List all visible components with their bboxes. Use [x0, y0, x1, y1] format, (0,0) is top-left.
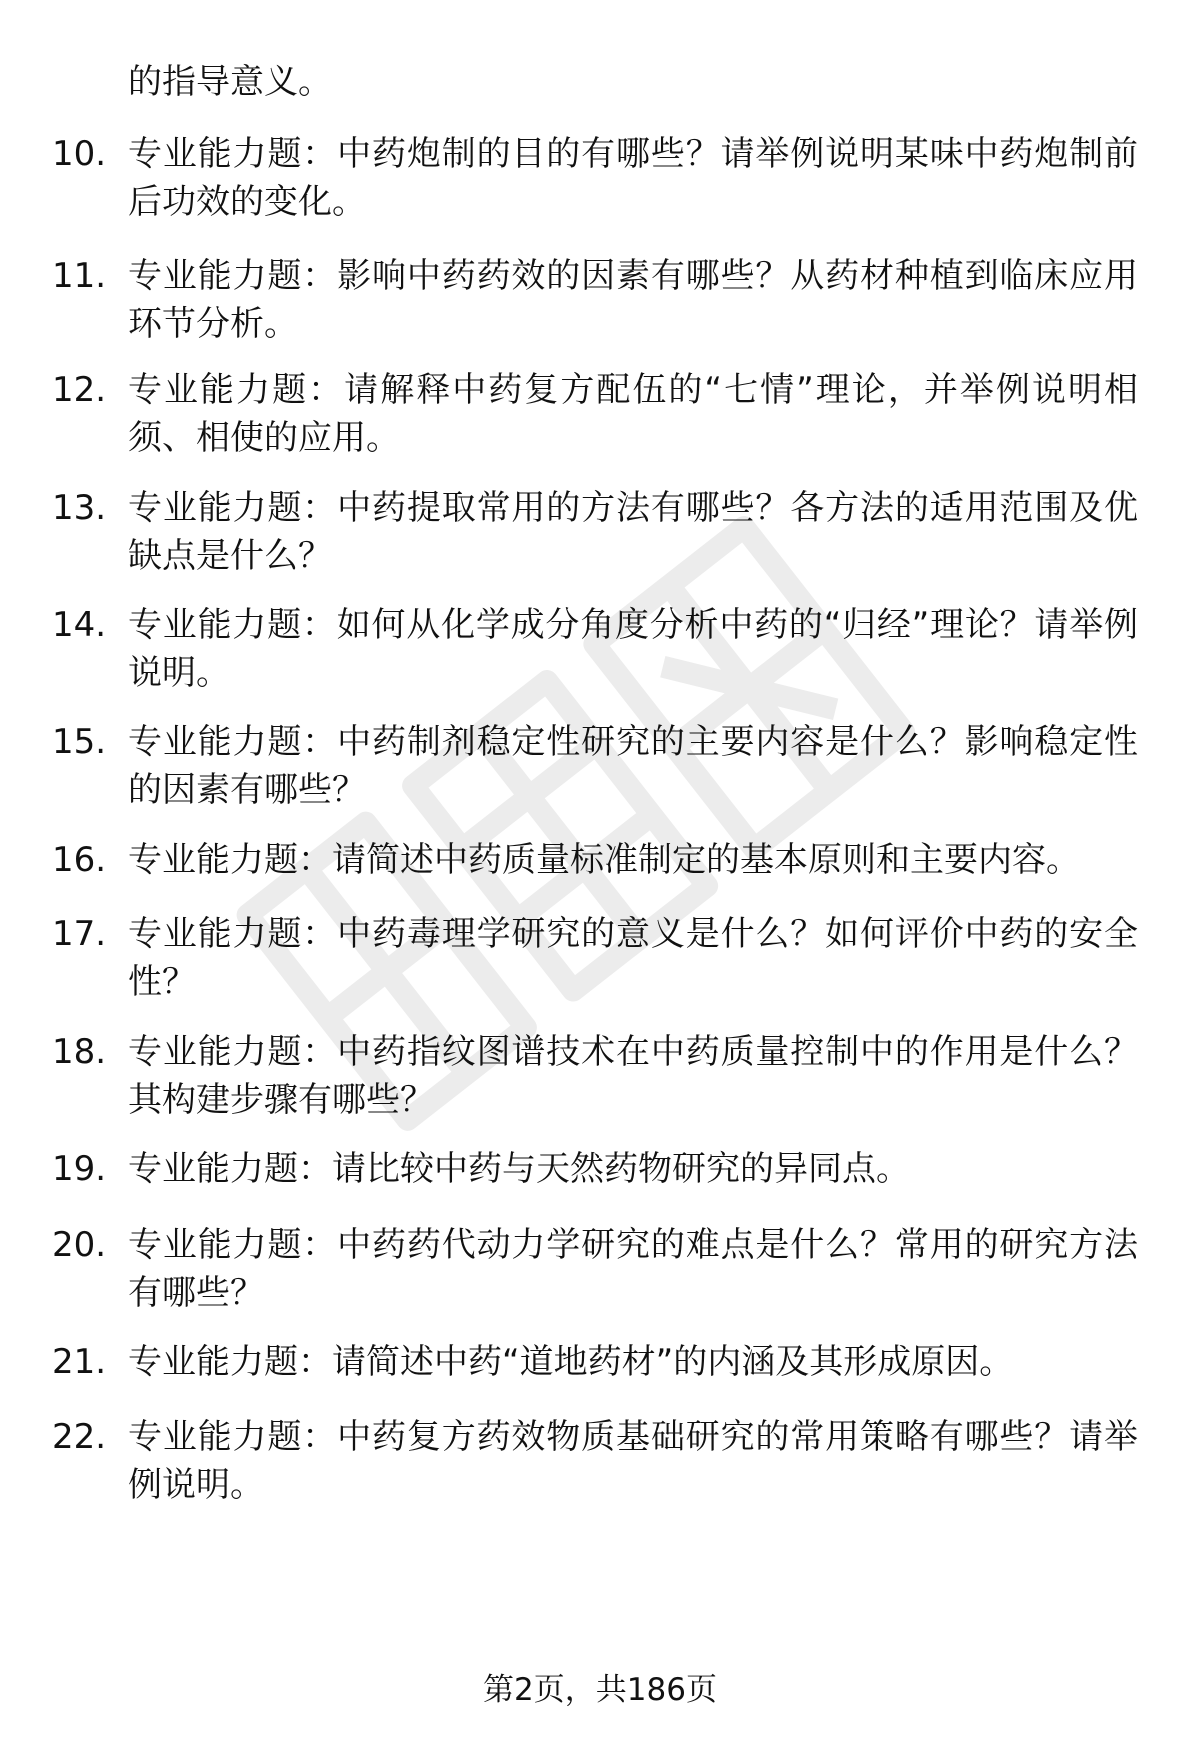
item-number: 11. — [52, 256, 107, 296]
item-number: 10. — [52, 134, 107, 174]
item-text: 专业能力题：中药提取常用的方法有哪些？各方法的适用范围及优缺点是什么？ — [128, 488, 1138, 576]
item-text: 专业能力题：中药复方药效物质基础研究的常用策略有哪些？请举例说明。 — [128, 1417, 1138, 1505]
item-number: 18. — [52, 1032, 107, 1072]
item-number: 12. — [52, 370, 107, 410]
item-text: 专业能力题：请简述中药质量标准制定的基本原则和主要内容。 — [128, 840, 1080, 880]
continuation-text: 的指导意义。 — [128, 62, 332, 102]
item-text: 专业能力题：中药药代动力学研究的难点是什么？常用的研究方法有哪些？ — [128, 1225, 1138, 1313]
item-number: 13. — [52, 488, 107, 528]
item-text: 专业能力题：中药毒理学研究的意义是什么？如何评价中药的安全性？ — [128, 914, 1138, 1002]
item-text: 专业能力题：中药炮制的目的有哪些？请举例说明某味中药炮制前后功效的变化。 — [128, 134, 1138, 222]
item-text: 专业能力题：请比较中药与天然药物研究的异同点。 — [128, 1149, 910, 1189]
item-text: 专业能力题：影响中药药效的因素有哪些？从药材种植到临床应用环节分析。 — [128, 256, 1138, 344]
item-text: 专业能力题：请简述中药“道地药材”的内涵及其形成原因。 — [128, 1342, 1014, 1382]
item-text: 专业能力题：如何从化学成分角度分析中药的“归经”理论？请举例说明。 — [128, 605, 1138, 693]
item-number: 16. — [52, 840, 107, 880]
item-text: 专业能力题：中药指纹图谱技术在中药质量控制中的作用是什么？其构建步骤有哪些？ — [128, 1032, 1138, 1120]
item-number: 19. — [52, 1149, 107, 1189]
item-text: 专业能力题：请解释中药复方配伍的“七情”理论，并举例说明相须、相使的应用。 — [128, 370, 1138, 458]
item-number: 22. — [52, 1417, 107, 1457]
item-number: 20. — [52, 1225, 107, 1265]
page-footer: 第2页，共186页 — [483, 1672, 717, 1708]
item-number: 15. — [52, 722, 107, 762]
item-number: 14. — [52, 605, 107, 645]
item-text: 专业能力题：中药制剂稳定性研究的主要内容是什么？影响稳定性的因素有哪些？ — [128, 722, 1138, 810]
item-number: 21. — [52, 1342, 107, 1382]
item-number: 17. — [52, 914, 107, 954]
